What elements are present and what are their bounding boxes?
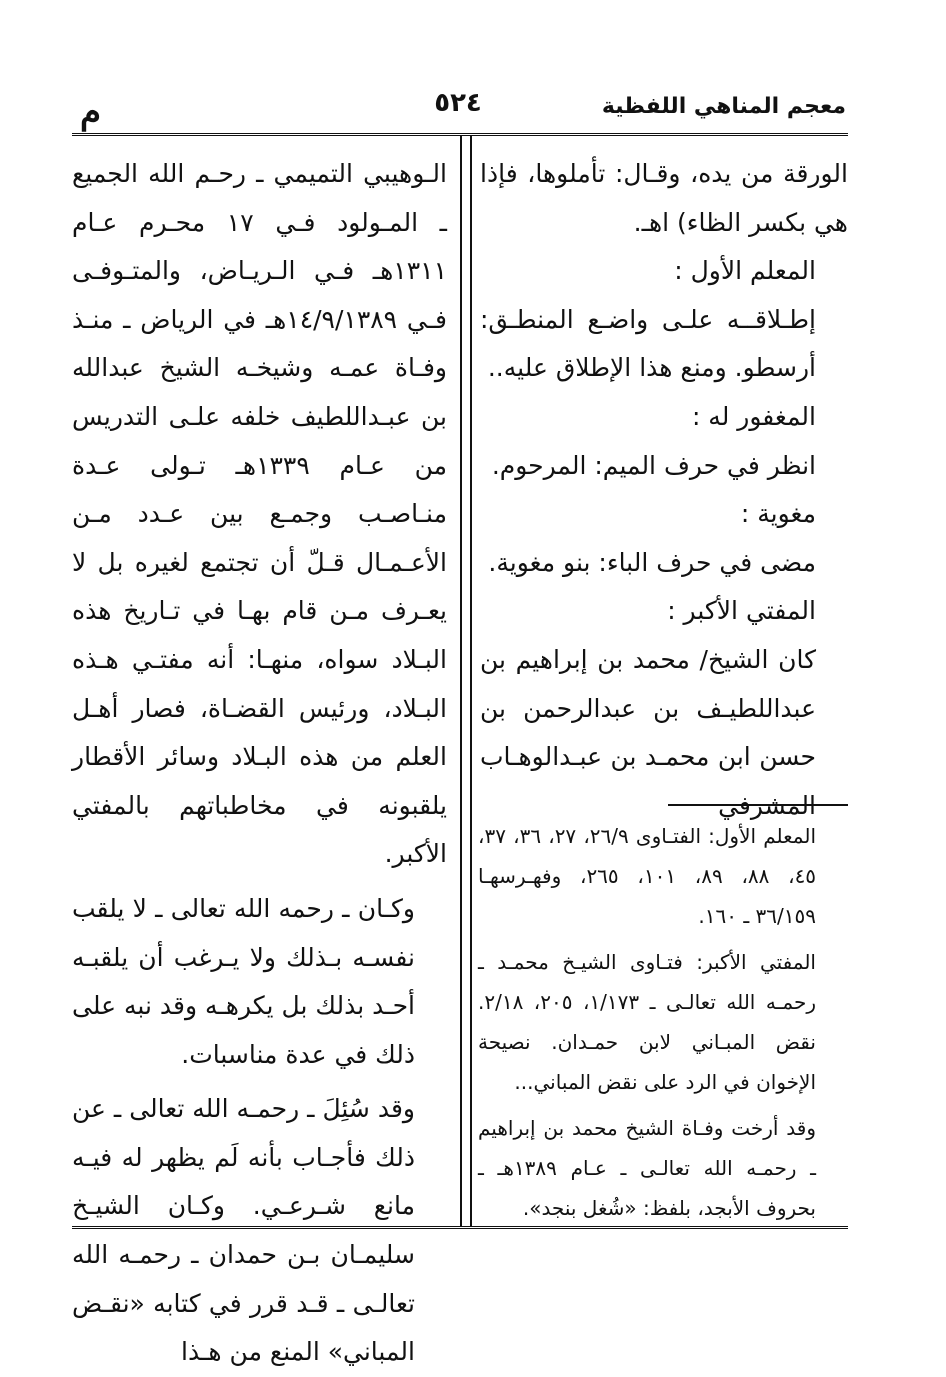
paragraph: انظر في حرف الميم: المرحوم. bbox=[491, 450, 816, 480]
section-letter: م bbox=[80, 92, 102, 132]
footnote-separator bbox=[668, 804, 848, 806]
paragraph: وقد سُئِلَ ـ رحمـه الله تعالى ـ عن ذلك فأجـاب بأنه لَم يظهر له فيـه مانع شـرعـي. وكـان الشيـخ سليمـان بـن حمدان ـ رحمـه الله تعالـى ـ قـد قرر في كتابه «نقـض المباني» المنع من هـذا bbox=[72, 1094, 415, 1367]
column-divider bbox=[460, 136, 472, 1226]
right-column bbox=[480, 150, 848, 830]
book-title: معجم المناهي اللفظية bbox=[601, 94, 846, 119]
paragraph: الورقة من يده، وقـال: تأملوها، فإذا هي بكسر الظاء) اهـ. bbox=[480, 159, 848, 237]
entry-heading: مغوية : bbox=[740, 499, 816, 529]
page-number: ٥٢٤ bbox=[434, 88, 482, 118]
paragraph: وكـان ـ رحمه الله تعالى ـ لا يلقب نفسـه بـذلك ولا يـرغب أن يلقبـه أحـد بذلك بل يكرهـه وقد نبه على ذلك في عدة مناسبات. bbox=[72, 893, 415, 1069]
paragraph: إطـلاقــه علـى واضـع المنطـق: أرسطو. ومنع هذا الإطلاق عليه.. bbox=[480, 304, 816, 383]
entry-heading: المعلم الأول : bbox=[674, 256, 816, 286]
entry-heading: المغفور له : bbox=[691, 401, 816, 431]
footnote: وقد أرخت وفـاة الشيخ محمد بن إبراهيم ـ رحمـه الله تعالـى ـ عـام ١٣٨٩هـ ـ بحروف الأبجد، بلفظ: «شُغل بنجد». bbox=[478, 1116, 816, 1220]
left-column bbox=[72, 150, 447, 1377]
footnote: المعلم الأول: الفتـاوى ٢٦/٩، ٢٧، ٣٦، ٣٧، ٤٥، ٨٨، ٨٩، ١٠١، ٢٦٥، وفهـرسهـا ٣٦/١٥٩ ـ ١٦٠. bbox=[478, 824, 817, 928]
page-header bbox=[70, 88, 846, 132]
paragraph: الـوهيبي التميمي ـ رحـم الله الجميع ـ المـولود فـي ١٧ محـرم عـام ١٣١١هـ فـي الـريـاض، والمتـوفـى فـي ١٤/٩/١٣٨٩هـ في الرياض ـ منـذ وفـاة عمـه وشيخـه الشيخ عبدالله بن عبـداللطيف خلفه علـى التدريس من عـام ١٣٣٩هـ تـولى عـدة منـاصـب وجمـع بين عـدد مـن الأعـمـال قـلّ أن تجتمع لغيره بل لا يعـرف مـن قام بهـا في تـاريخ هذه البـلاد سواه، منهـا: أنه مفتـي هـذه البـلاد، ورئيس القضـاة، فصار أهـل العلم من هذه البـلاد وسائر الأقطار يلقبونه في مخاطباتهم بالمفتي الأكبر. bbox=[72, 159, 448, 869]
footnote: المفتي الأكبر: فتـاوى الشيـخ محمـد ـ رحمـه الله تعالـى ـ ١/١٧٣، ٢٠٥، ٢/١٨. نقض المبـاني لابن حمـدان. نصيحة الإخوان في الرد على نقض المباني... bbox=[478, 950, 817, 1094]
paragraph: مضى في حرف الباء: بنو مغوية. bbox=[488, 547, 816, 577]
footer-rule bbox=[72, 1226, 848, 1229]
entry-heading: المفتي الأكبر : bbox=[667, 596, 816, 626]
footnotes bbox=[478, 816, 848, 1234]
paragraph: كان الشيخ/ محمد بن إبراهيم بن عبداللطيـف بن عبدالرحمن بن حسن ابن محمـد بن عبـدالوهـاب المشرفي bbox=[480, 644, 816, 820]
